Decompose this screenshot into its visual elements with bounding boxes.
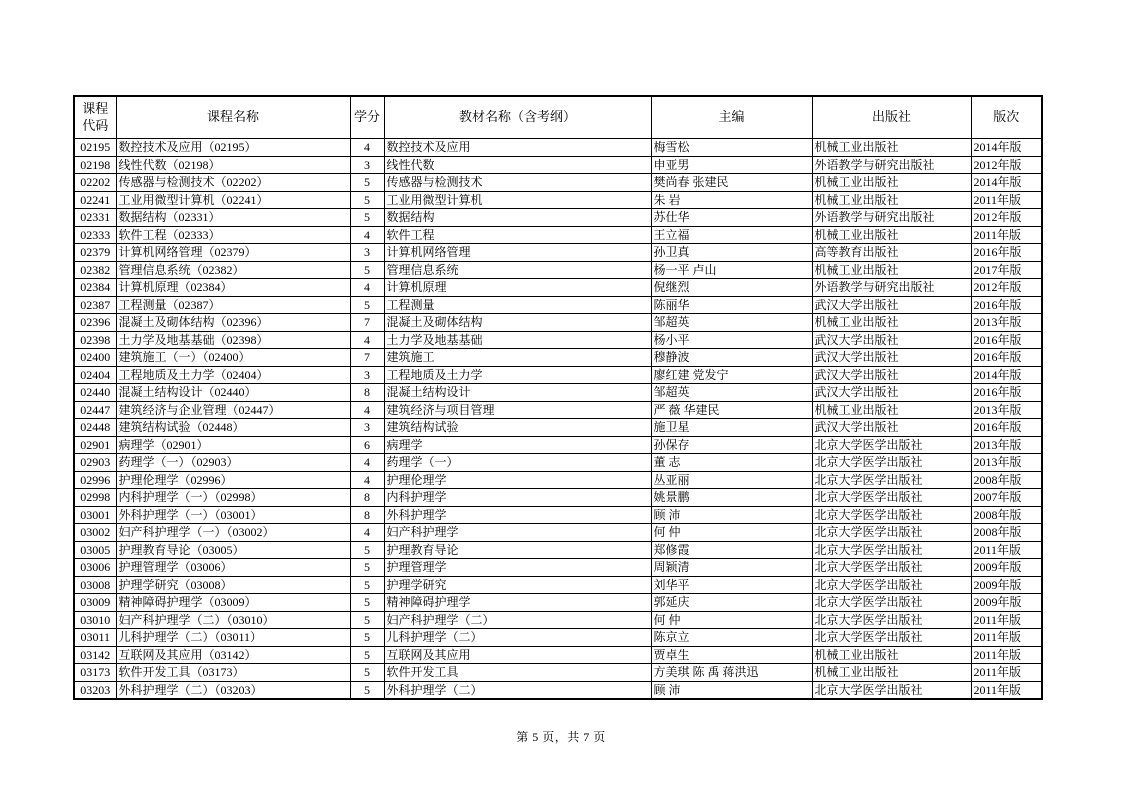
cell-editor: 苏仕华 [651, 209, 812, 227]
cell-textbook: 线性代数 [384, 156, 651, 174]
table-row [74, 646, 1042, 664]
header-code-line2: 代码 [82, 118, 109, 134]
cell-editor: 严 薇 华建民 [651, 401, 812, 419]
cell-course-code: 03005 [74, 541, 116, 559]
table-row [74, 664, 1042, 682]
cell-course-name: 护理管理学（03006） [116, 559, 350, 577]
cell-publisher: 北京大学医学出版社 [812, 541, 971, 559]
cell-editor: 贾卓生 [651, 646, 812, 664]
table-row [74, 314, 1042, 332]
cell-textbook: 护理伦理学 [384, 471, 651, 489]
cell-editor: 何 仲 [651, 524, 812, 542]
cell-publisher: 机械工业出版社 [812, 314, 971, 332]
cell-credit: 5 [350, 261, 384, 279]
cell-credit: 7 [350, 349, 384, 367]
cell-textbook: 病理学 [384, 436, 651, 454]
cell-course-code: 03002 [74, 524, 116, 542]
cell-textbook: 建筑结构试验 [384, 419, 651, 437]
table-row [74, 156, 1042, 174]
cell-course-code: 02333 [74, 226, 116, 244]
table-row [74, 296, 1042, 314]
cell-publisher: 北京大学医学出版社 [812, 629, 971, 647]
cell-editor: 杨小平 [651, 331, 812, 349]
cell-editor: 顾 沛 [651, 506, 812, 524]
cell-editor: 穆静波 [651, 349, 812, 367]
cell-editor: 顾 沛 [651, 681, 812, 699]
cell-course-name: 建筑结构试验（02448） [116, 419, 350, 437]
cell-publisher: 北京大学医学出版社 [812, 524, 971, 542]
table-row [74, 559, 1042, 577]
cell-edition: 2016年版 [971, 384, 1042, 402]
cell-editor: 孙卫真 [651, 244, 812, 262]
cell-credit: 4 [350, 401, 384, 419]
cell-course-name: 混凝土及砌体结构（02396） [116, 314, 350, 332]
cell-edition: 2007年版 [971, 489, 1042, 507]
cell-course-name: 建筑经济与企业管理（02447） [116, 401, 350, 419]
cell-textbook: 药理学（一） [384, 454, 651, 472]
cell-edition: 2012年版 [971, 156, 1042, 174]
cell-credit: 5 [350, 559, 384, 577]
cell-textbook: 外科护理学（二） [384, 681, 651, 699]
cell-credit: 8 [350, 506, 384, 524]
cell-editor: 陈京立 [651, 629, 812, 647]
cell-course-code: 03203 [74, 681, 116, 699]
cell-edition: 2009年版 [971, 594, 1042, 612]
cell-textbook: 计算机网络管理 [384, 244, 651, 262]
table-row [74, 401, 1042, 419]
cell-edition: 2011年版 [971, 681, 1042, 699]
cell-edition: 2012年版 [971, 279, 1042, 297]
cell-course-name: 外科护理学（二）（03203） [116, 681, 350, 699]
cell-edition: 2013年版 [971, 436, 1042, 454]
table-row [74, 576, 1042, 594]
cell-editor: 孙保存 [651, 436, 812, 454]
table-row [74, 419, 1042, 437]
cell-textbook: 精神障碍护理学 [384, 594, 651, 612]
cell-edition: 2014年版 [971, 366, 1042, 384]
table-row [74, 366, 1042, 384]
cell-publisher: 北京大学医学出版社 [812, 576, 971, 594]
cell-course-code: 02448 [74, 419, 116, 437]
cell-publisher: 外语教学与研究出版社 [812, 156, 971, 174]
cell-publisher: 北京大学医学出版社 [812, 471, 971, 489]
cell-course-name: 软件工程（02333） [116, 226, 350, 244]
cell-edition: 2016年版 [971, 244, 1042, 262]
cell-editor: 丛亚丽 [651, 471, 812, 489]
cell-editor: 邹超英 [651, 314, 812, 332]
cell-course-code: 03173 [74, 664, 116, 682]
table-row [74, 541, 1042, 559]
cell-publisher: 机械工业出版社 [812, 139, 971, 157]
cell-credit: 5 [350, 664, 384, 682]
cell-course-code: 02398 [74, 331, 116, 349]
cell-edition: 2016年版 [971, 296, 1042, 314]
cell-textbook: 外科护理学 [384, 506, 651, 524]
header-edition: 版次 [971, 96, 1042, 139]
cell-textbook: 软件工程 [384, 226, 651, 244]
cell-edition: 2016年版 [971, 349, 1042, 367]
cell-credit: 5 [350, 191, 384, 209]
page-indicator: 第 5 页，共 7 页 [516, 730, 606, 744]
cell-textbook: 土力学及地基基础 [384, 331, 651, 349]
table-row [74, 489, 1042, 507]
cell-textbook: 儿科护理学（二） [384, 629, 651, 647]
cell-course-name: 管理信息系统（02382） [116, 261, 350, 279]
cell-textbook: 混凝土结构设计 [384, 384, 651, 402]
cell-credit: 4 [350, 454, 384, 472]
table-row [74, 629, 1042, 647]
textbook-table [73, 95, 1043, 700]
header-course-name: 课程名称 [116, 96, 350, 139]
cell-course-code: 03008 [74, 576, 116, 594]
cell-edition: 2011年版 [971, 611, 1042, 629]
cell-course-code: 02379 [74, 244, 116, 262]
cell-editor: 倪继烈 [651, 279, 812, 297]
cell-course-code: 02440 [74, 384, 116, 402]
cell-course-name: 儿科护理学（二）（03011） [116, 629, 350, 647]
cell-publisher: 机械工业出版社 [812, 646, 971, 664]
cell-editor: 郑修霞 [651, 541, 812, 559]
cell-course-name: 妇产科护理学（二）（03010） [116, 611, 350, 629]
cell-publisher: 武汉大学出版社 [812, 384, 971, 402]
cell-credit: 3 [350, 244, 384, 262]
cell-editor: 周颖清 [651, 559, 812, 577]
cell-publisher: 北京大学医学出版社 [812, 681, 971, 699]
cell-credit: 4 [350, 331, 384, 349]
cell-edition: 2014年版 [971, 139, 1042, 157]
cell-course-code: 02202 [74, 174, 116, 192]
table-row [74, 471, 1042, 489]
cell-edition: 2011年版 [971, 646, 1042, 664]
cell-credit: 5 [350, 209, 384, 227]
cell-course-name: 工程测量（02387） [116, 296, 350, 314]
cell-edition: 2009年版 [971, 559, 1042, 577]
cell-edition: 2008年版 [971, 506, 1042, 524]
cell-publisher: 外语教学与研究出版社 [812, 209, 971, 227]
cell-textbook: 建筑施工 [384, 349, 651, 367]
cell-course-code: 02901 [74, 436, 116, 454]
cell-publisher: 武汉大学出版社 [812, 331, 971, 349]
cell-course-code: 03142 [74, 646, 116, 664]
cell-editor: 杨一平 卢山 [651, 261, 812, 279]
cell-edition: 2014年版 [971, 174, 1042, 192]
cell-edition: 2008年版 [971, 471, 1042, 489]
cell-edition: 2012年版 [971, 209, 1042, 227]
cell-credit: 5 [350, 629, 384, 647]
cell-publisher: 北京大学医学出版社 [812, 594, 971, 612]
cell-course-name: 建筑施工（一）（02400） [116, 349, 350, 367]
table-row [74, 209, 1042, 227]
cell-textbook: 内科护理学 [384, 489, 651, 507]
cell-course-code: 02382 [74, 261, 116, 279]
cell-publisher: 武汉大学出版社 [812, 419, 971, 437]
cell-publisher: 武汉大学出版社 [812, 366, 971, 384]
header-code-line1: 课程 [82, 101, 109, 117]
cell-editor: 梅雪松 [651, 139, 812, 157]
table-row [74, 191, 1042, 209]
cell-textbook: 妇产科护理学（二） [384, 611, 651, 629]
table-row [74, 681, 1042, 699]
cell-course-name: 护理学研究（03008） [116, 576, 350, 594]
cell-credit: 4 [350, 139, 384, 157]
cell-editor: 施卫星 [651, 419, 812, 437]
header-credit: 学分 [350, 96, 384, 139]
cell-credit: 6 [350, 436, 384, 454]
cell-editor: 董 志 [651, 454, 812, 472]
cell-credit: 5 [350, 594, 384, 612]
cell-editor: 樊尚春 张建民 [651, 174, 812, 192]
cell-course-name: 数据结构（02331） [116, 209, 350, 227]
table-row [74, 226, 1042, 244]
cell-publisher: 机械工业出版社 [812, 226, 971, 244]
header-course-code [74, 96, 116, 139]
cell-course-code: 02903 [74, 454, 116, 472]
table-body [74, 139, 1042, 700]
cell-course-code: 02241 [74, 191, 116, 209]
table-row [74, 244, 1042, 262]
cell-credit: 4 [350, 471, 384, 489]
cell-editor: 姚景鹏 [651, 489, 812, 507]
cell-textbook: 护理学研究 [384, 576, 651, 594]
cell-editor: 朱 岩 [651, 191, 812, 209]
table-row [74, 611, 1042, 629]
cell-publisher: 北京大学医学出版社 [812, 559, 971, 577]
cell-textbook: 数据结构 [384, 209, 651, 227]
cell-publisher: 北京大学医学出版社 [812, 489, 971, 507]
cell-credit: 7 [350, 314, 384, 332]
table-row [74, 174, 1042, 192]
cell-editor: 申亚男 [651, 156, 812, 174]
cell-publisher: 机械工业出版社 [812, 191, 971, 209]
cell-course-name: 妇产科护理学（一）（03002） [116, 524, 350, 542]
table-row [74, 279, 1042, 297]
cell-textbook: 数控技术及应用 [384, 139, 651, 157]
header-textbook: 教材名称（含考纲） [384, 96, 651, 139]
cell-course-name: 精神障碍护理学（03009） [116, 594, 350, 612]
cell-credit: 4 [350, 524, 384, 542]
cell-textbook: 传感器与检测技术 [384, 174, 651, 192]
cell-course-code: 02195 [74, 139, 116, 157]
cell-edition: 2013年版 [971, 454, 1042, 472]
table-row [74, 139, 1042, 157]
cell-course-code: 02404 [74, 366, 116, 384]
cell-course-code: 02996 [74, 471, 116, 489]
cell-editor: 陈丽华 [651, 296, 812, 314]
cell-editor: 郭延庆 [651, 594, 812, 612]
cell-course-name: 药理学（一）（02903） [116, 454, 350, 472]
cell-publisher: 北京大学医学出版社 [812, 506, 971, 524]
cell-credit: 5 [350, 541, 384, 559]
cell-course-code: 03011 [74, 629, 116, 647]
cell-editor: 方美琪 陈 禹 蒋洪迅 [651, 664, 812, 682]
cell-edition: 2011年版 [971, 664, 1042, 682]
cell-editor: 王立福 [651, 226, 812, 244]
cell-publisher: 武汉大学出版社 [812, 296, 971, 314]
table-row [74, 436, 1042, 454]
table-row [74, 524, 1042, 542]
table-row [74, 384, 1042, 402]
cell-course-code: 02447 [74, 401, 116, 419]
cell-textbook: 工程地质及土力学 [384, 366, 651, 384]
cell-publisher: 北京大学医学出版社 [812, 454, 971, 472]
table-header-row [74, 96, 1042, 139]
cell-course-code: 03006 [74, 559, 116, 577]
cell-publisher: 外语教学与研究出版社 [812, 279, 971, 297]
cell-course-name: 工业用微型计算机（02241） [116, 191, 350, 209]
cell-course-name: 护理教育导论（03005） [116, 541, 350, 559]
cell-textbook: 建筑经济与项目管理 [384, 401, 651, 419]
cell-course-code: 03001 [74, 506, 116, 524]
cell-course-code: 02198 [74, 156, 116, 174]
cell-publisher: 高等教育出版社 [812, 244, 971, 262]
cell-textbook: 妇产科护理学 [384, 524, 651, 542]
cell-edition: 2011年版 [971, 191, 1042, 209]
table-row [74, 349, 1042, 367]
cell-editor: 何 仲 [651, 611, 812, 629]
cell-course-name: 线性代数（02198） [116, 156, 350, 174]
cell-credit: 8 [350, 384, 384, 402]
cell-edition: 2013年版 [971, 401, 1042, 419]
cell-credit: 5 [350, 296, 384, 314]
cell-course-name: 计算机原理（02384） [116, 279, 350, 297]
cell-textbook: 工程测量 [384, 296, 651, 314]
cell-publisher: 北京大学医学出版社 [812, 436, 971, 454]
cell-credit: 5 [350, 174, 384, 192]
cell-course-code: 02998 [74, 489, 116, 507]
cell-course-code: 03010 [74, 611, 116, 629]
cell-edition: 2016年版 [971, 331, 1042, 349]
table-row [74, 506, 1042, 524]
cell-editor: 廖红建 党发宁 [651, 366, 812, 384]
cell-publisher: 武汉大学出版社 [812, 349, 971, 367]
cell-credit: 5 [350, 681, 384, 699]
table-row [74, 261, 1042, 279]
cell-credit: 8 [350, 489, 384, 507]
cell-course-name: 内科护理学（一）（02998） [116, 489, 350, 507]
cell-credit: 5 [350, 611, 384, 629]
cell-textbook: 管理信息系统 [384, 261, 651, 279]
cell-edition: 2013年版 [971, 314, 1042, 332]
cell-course-code: 03009 [74, 594, 116, 612]
cell-course-name: 传感器与检测技术（02202） [116, 174, 350, 192]
cell-publisher: 机械工业出版社 [812, 664, 971, 682]
cell-credit: 5 [350, 646, 384, 664]
cell-edition: 2008年版 [971, 524, 1042, 542]
cell-edition: 2011年版 [971, 629, 1042, 647]
cell-course-name: 互联网及其应用（03142） [116, 646, 350, 664]
cell-credit: 4 [350, 279, 384, 297]
cell-credit: 3 [350, 366, 384, 384]
cell-course-name: 病理学（02901） [116, 436, 350, 454]
cell-textbook: 混凝土及砌体结构 [384, 314, 651, 332]
cell-editor: 邹超英 [651, 384, 812, 402]
cell-course-code: 02396 [74, 314, 116, 332]
cell-edition: 2011年版 [971, 226, 1042, 244]
table-row [74, 594, 1042, 612]
cell-course-name: 土力学及地基基础（02398） [116, 331, 350, 349]
cell-course-name: 工程地质及土力学（02404） [116, 366, 350, 384]
table-row [74, 454, 1042, 472]
cell-edition: 2016年版 [971, 419, 1042, 437]
cell-textbook: 护理管理学 [384, 559, 651, 577]
cell-course-name: 护理伦理学（02996） [116, 471, 350, 489]
cell-credit: 5 [350, 576, 384, 594]
cell-credit: 3 [350, 419, 384, 437]
cell-course-code: 02384 [74, 279, 116, 297]
cell-editor: 刘华平 [651, 576, 812, 594]
cell-course-name: 外科护理学（一）（03001） [116, 506, 350, 524]
cell-course-name: 计算机网络管理（02379） [116, 244, 350, 262]
cell-textbook: 计算机原理 [384, 279, 651, 297]
cell-publisher: 机械工业出版社 [812, 174, 971, 192]
cell-edition: 2009年版 [971, 576, 1042, 594]
header-publisher: 出版社 [812, 96, 971, 139]
table-row [74, 331, 1042, 349]
cell-publisher: 北京大学医学出版社 [812, 611, 971, 629]
cell-edition: 2017年版 [971, 261, 1042, 279]
cell-textbook: 互联网及其应用 [384, 646, 651, 664]
cell-course-code: 02400 [74, 349, 116, 367]
cell-credit: 4 [350, 226, 384, 244]
cell-publisher: 机械工业出版社 [812, 401, 971, 419]
cell-course-code: 02387 [74, 296, 116, 314]
header-editor: 主编 [651, 96, 812, 139]
cell-textbook: 工业用微型计算机 [384, 191, 651, 209]
cell-course-name: 数控技术及应用（02195） [116, 139, 350, 157]
cell-course-code: 02331 [74, 209, 116, 227]
cell-textbook: 护理教育导论 [384, 541, 651, 559]
cell-credit: 3 [350, 156, 384, 174]
cell-course-name: 混凝土结构设计（02440） [116, 384, 350, 402]
cell-course-name: 软件开发工具（03173） [116, 664, 350, 682]
cell-publisher: 机械工业出版社 [812, 261, 971, 279]
cell-edition: 2011年版 [971, 541, 1042, 559]
cell-textbook: 软件开发工具 [384, 664, 651, 682]
